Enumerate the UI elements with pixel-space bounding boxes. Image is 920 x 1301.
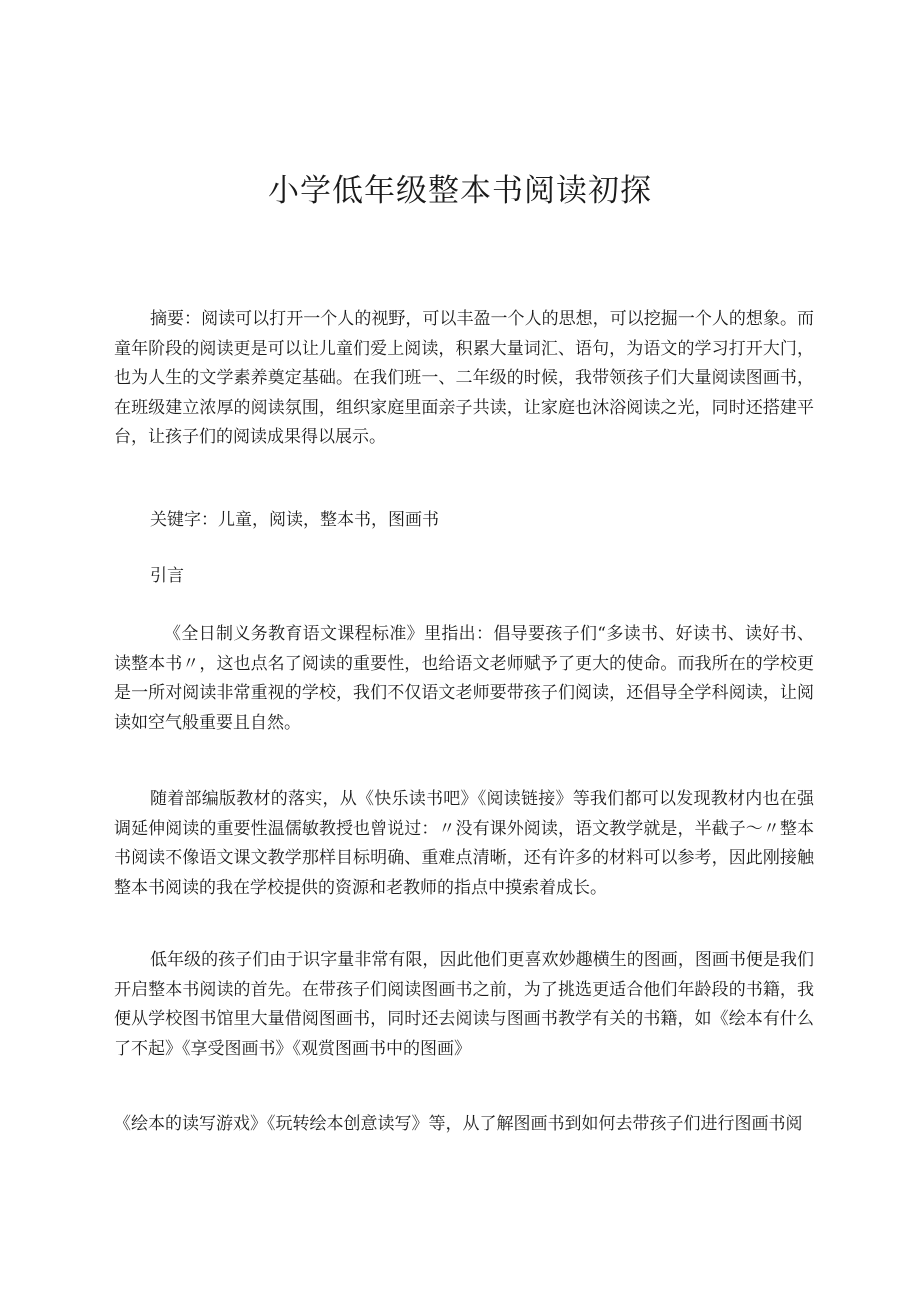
keywords-line: 关键字：儿童，阅读，整本书，图画书 xyxy=(150,510,439,530)
intro-heading: 引言 xyxy=(150,566,184,586)
body-paragraph: 随着部编版教材的落实，从《快乐读书吧》《阅读链接》等我们都可以发现教材内也在强调延伸阅读的重要性温儒敏教授也曾说过：〃没有课外阅读，语文教学就是，半截子〜〃整本书阅读不像语文课文教学那样目标明确、重难点清晰，还有许多的材料可以参考，因此刚接触整本书阅读的我在学校提供的资源和老教师的指点中摸索着成长。 xyxy=(114,789,814,898)
body-paragraph: 低年级的孩子们由于识字量非常有限，因此他们更喜欢妙趣横生的图画，图画书便是我们开启整本书阅读的首先。在带孩子们阅读图画书之前，为了挑选更适合他们年龄段的书籍，我便从学校图书馆里大量借阅图画书，同时还去阅读与图画书教学有关的书籍，如《绘本有什么了不起》《享受图画书》《观赏图画书中的图画》 xyxy=(114,950,814,1059)
body-paragraph: 《全日制义务教育语文课程标准》里指出：倡导要孩子们“多读书、好读书、读好书、读整本书〃，这也点名了阅读的重要性，也给语文老师赋予了更大的使命。而我所在的学校更是一所对阅读非常重视的学校，我们不仅语文老师要带孩子们阅读，还倡导全学科阅读，让阅读如空气般重要且自然。 xyxy=(114,624,814,733)
abstract-paragraph: 摘要：阅读可以打开一个人的视野，可以丰盈一个人的思想，可以挖掘一个人的想象。而童年阶段的阅读更是可以让儿童们爱上阅读，积累大量词汇、语句，为语文的学习打开大门，也为人生的文学素养奠定基础。在我们班一、二年级的时候，我带领孩子们大量阅读图画书，在班级建立浓厚的阅读氛围，组织家庭里面亲子共读，让家庭也沐浴阅读之光，同时还搭建平台，让孩子们的阅读成果得以展示。 xyxy=(114,309,814,447)
document-title: 小学低年级整本书阅读初探 xyxy=(268,173,652,209)
body-paragraph-continued: 《绘本的读写游戏》《玩转绘本创意读写》等，从了解图画书到如何去带孩子们进行图画书阅 xyxy=(114,1114,803,1134)
